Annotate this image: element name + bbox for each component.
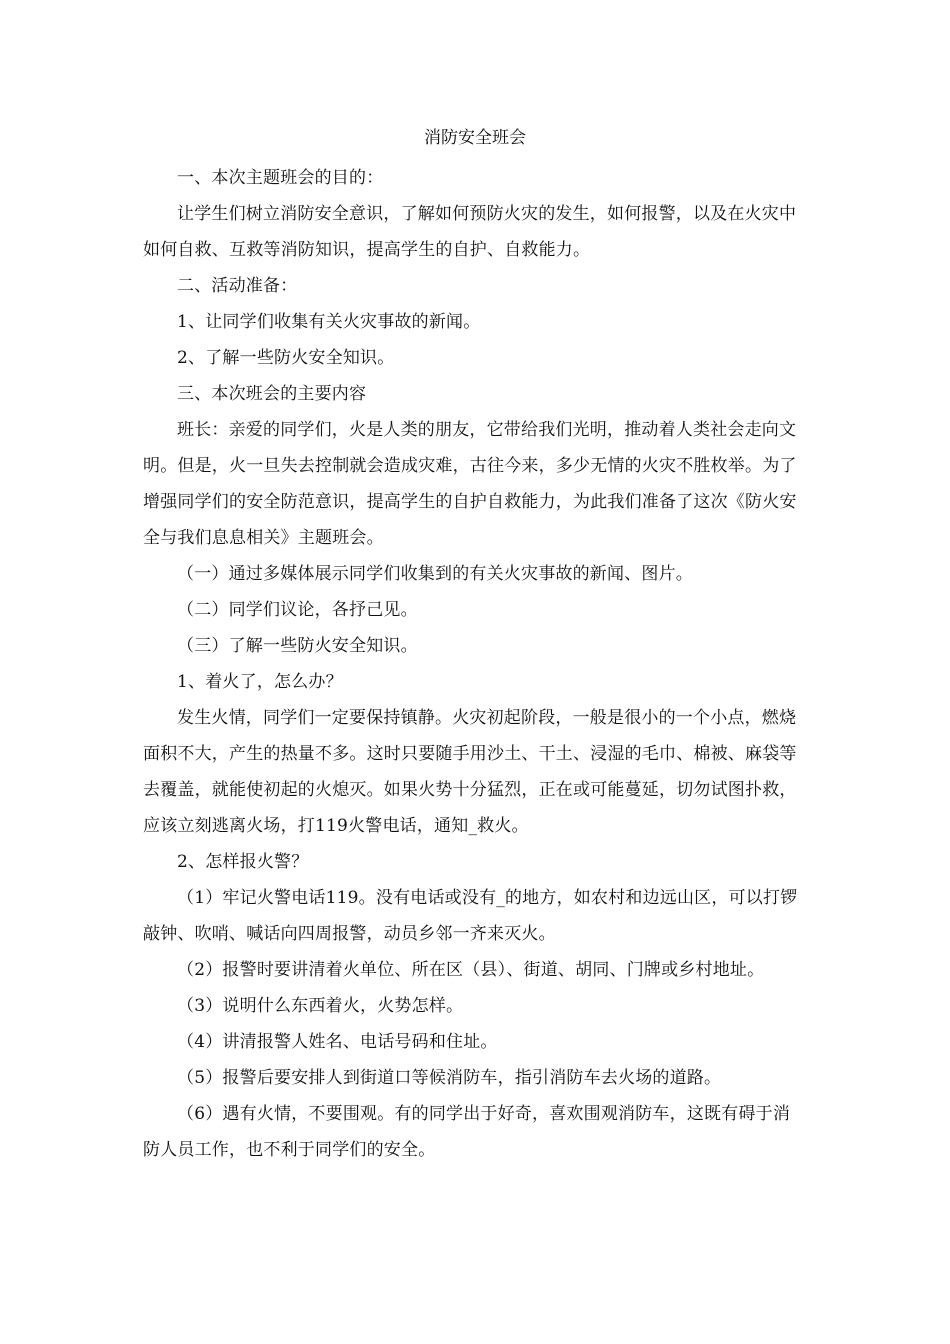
paragraph-17: （4）讲清报警人姓名、电话号码和住址。 [177, 1032, 498, 1052]
document-title: 消防安全班会 [424, 128, 526, 148]
document-body [143, 124, 807, 1168]
paragraph-16: （3）说明什么东西着火，火势怎样。 [177, 996, 464, 1016]
paragraph-5: 2、了解一些防火安全知识。 [177, 348, 395, 368]
paragraph-6: 三、本次班会的主要内容 [177, 384, 367, 404]
paragraph-4: 1、让同学们收集有关火灾事故的新闻。 [177, 312, 481, 332]
paragraph-18: （5）报警后要安排人到街道口等候消防车，指引消防车去火场的道路。 [177, 1068, 722, 1088]
paragraph-13: 2、怎样报火警？ [177, 852, 309, 872]
paragraph-11: 1、着火了，怎么办？ [177, 672, 343, 692]
paragraph-10: （三）了解一些防火安全知识。 [177, 636, 418, 656]
paragraph-12: 发生火情，同学们一定要保持镇静。火灾初起阶段，一般是很小的一个小点，燃烧面积不大，产生的热量不多。这时只要随手用沙土、干土、浸湿的毛巾、棉被、麻袋等去覆盖，就能使初起的火熄灭。如果火势十分猛烈，正在或可能蔓延，切勿试图扑救，应该立刻逃离火场，打119火警电话，通知_救火。 [143, 708, 797, 836]
paragraph-14: （1）牢记火警电话119。没有电话或没有_的地方，如农村和边远山区，可以打锣敲钟、吹哨、喊话向四周报警，动员乡邻一齐来灭火。 [143, 888, 798, 944]
paragraph-2: 让学生们树立消防安全意识，了解如何预防火灾的发生，如何报警，以及在火灾中如何自救、互救等消防知识，提高学生的自护、自救能力。 [143, 204, 797, 260]
paragraph-9: （二）同学们议论，各抒己见。 [177, 600, 418, 620]
paragraph-1: 一、本次主题班会的目的： [177, 168, 384, 188]
paragraph-19: （6）遇有火情，不要围观。有的同学出于好奇，喜欢围观消防车，这既有碍于消防人员工作，也不利于同学们的安全。 [143, 1104, 791, 1160]
paragraph-7: 班长：亲爱的同学们，火是人类的朋友，它带给我们光明，推动着人类社会走向文明。但是，火一旦失去控制就会造成灾难，古往今来，多少无情的火灾不胜枚举。为了增强同学们的安全防范意识，提高学生的自护自救能力，为此我们准备了这次《防火安全与我们息息相关》主题班会。 [143, 420, 797, 548]
paragraph-15: （2）报警时要讲清着火单位、所在区（县）、街道、胡同、门牌或乡村地址。 [177, 960, 765, 980]
paragraph-3: 二、活动准备： [177, 276, 298, 296]
paragraph-8: （一）通过多媒体展示同学们收集到的有关火灾事故的新闻、图片。 [177, 564, 693, 584]
